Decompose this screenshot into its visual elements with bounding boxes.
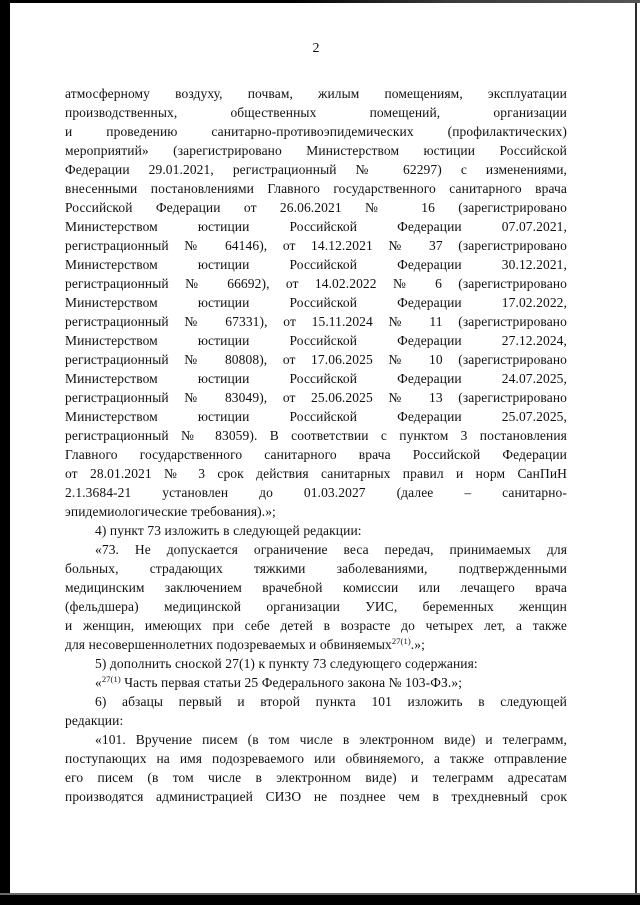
line-text: Министерством юстиции Российской Федерации 17.02.2022,: [65, 295, 567, 310]
document-text: [65, 84, 567, 806]
line-text: производятся администрацией СИЗО не позднее чем в трехдневный срок: [65, 789, 567, 804]
line-text: регистрационный № 83059). В соответствии с пунктом 3 постановления: [65, 428, 567, 443]
line-text: регистрационный № 83049), от 25.06.2025 № 13 (зарегистрировано: [65, 390, 567, 405]
document-line: [65, 274, 567, 293]
document-line: [65, 464, 567, 483]
document-line: [65, 597, 567, 616]
line-text: Министерством юстиции Российской Федерации 27.12.2024,: [65, 333, 567, 348]
line-text: медицинским заключением врачебной комиссии или лечащего врача: [65, 580, 567, 595]
line-text: «101. Вручение писем (в том числе в электронном виде) и телеграмм,: [95, 732, 567, 747]
document-line: [65, 483, 567, 502]
document-line: [65, 502, 567, 521]
line-text: Министерством юстиции Российской Федерации 24.07.2025,: [65, 371, 567, 386]
line-text: для несовершеннолетних подозреваемых и обвиняемых: [65, 637, 392, 652]
scan-border-left: [0, 0, 10, 905]
document-line: [65, 635, 567, 654]
line-text: Министерством юстиции Российской Федерации 25.07.2025,: [65, 409, 567, 424]
document-line: [65, 616, 567, 635]
document-line: [65, 331, 567, 350]
document-line: [65, 388, 567, 407]
line-text: регистрационный № 66692), от 14.02.2022 № 6 (зарегистрировано: [65, 276, 567, 291]
line-text: от 28.01.2021 № 3 срок действия санитарных правил и норм СанПиН: [65, 466, 567, 481]
line-text: 6) абзацы первый и второй пункта 101 изложить в следующей: [95, 694, 567, 709]
document-line: [65, 540, 567, 559]
document-line: [65, 198, 567, 217]
document-line: [65, 122, 567, 141]
line-text: Министерством юстиции Российской Федерации 30.12.2021,: [65, 257, 567, 272]
line-text: «: [95, 675, 102, 690]
document-line: [65, 578, 567, 597]
line-text: поступающих на имя подозреваемого или обвиняемого, а также отправление: [65, 751, 567, 766]
scan-border-top: [0, 0, 640, 3]
line-text: мероприятий» (зарегистрировано Министерством юстиции Российской: [65, 143, 567, 158]
document-line: [65, 160, 567, 179]
page-number: 2: [312, 41, 320, 56]
document-line: [65, 445, 567, 464]
line-text: .»;: [410, 637, 425, 652]
document-line: [65, 673, 567, 692]
document-line: [65, 711, 567, 730]
document-line: [65, 692, 567, 711]
line-text: 4) пункт 73 изложить в следующей редакции:: [95, 523, 362, 538]
document-line: [65, 426, 567, 445]
line-text: больных, страдающих тяжкими заболеваниями, подтвержденными: [65, 561, 567, 576]
line-text: внесенными постановлениями Главного государственного санитарного врача: [65, 181, 567, 196]
line-text: эпидемиологические требования).»;: [65, 504, 276, 519]
line-text: Часть первая статьи 25 Федерального закона № 103-ФЗ.»;: [120, 675, 463, 690]
document-line: [65, 217, 567, 236]
line-text: регистрационный № 80808), от 17.06.2025 № 10 (зарегистрировано: [65, 352, 567, 367]
line-text: и женщин, имеющих при себе детей в возрасте до четырех лет, а также: [65, 618, 567, 633]
document-line: [65, 312, 567, 331]
document-line: [65, 768, 567, 787]
footnote-ref: 27(1): [391, 636, 411, 646]
document-line: [65, 407, 567, 426]
document-line: [65, 787, 567, 806]
document-line: [65, 749, 567, 768]
scan-border-right: [635, 3, 637, 895]
document-line: [65, 141, 567, 160]
line-text: Главного государственного санитарного врача Российской Федерации: [65, 447, 567, 462]
document-line: [65, 350, 567, 369]
line-text: его писем (в том числе в электронном виде) и телеграмм адресатам: [65, 770, 567, 785]
scan-border-bottom: [0, 893, 640, 905]
line-text: атмосферному воздуху, почвам, жилым помещениям, эксплуатации: [65, 86, 567, 101]
line-text: 5) дополнить сноской 27(1) к пункту 73 следующего содержания:: [95, 656, 478, 671]
footnote-ref: 27(1): [101, 674, 121, 684]
line-text: редакции:: [65, 713, 124, 728]
document-line: [65, 255, 567, 274]
document-line: [65, 559, 567, 578]
document-line: [65, 521, 567, 540]
line-text: производственных, общественных помещений, организации: [65, 105, 567, 120]
document-line: [65, 103, 567, 122]
line-text: Российской Федерации от 26.06.2021 № 16 (зарегистрировано: [65, 200, 567, 215]
document-line: [65, 179, 567, 198]
line-text: Министерством юстиции Российской Федерации 07.07.2021,: [65, 219, 567, 234]
document-line: [65, 654, 567, 673]
line-text: «73. Не допускается ограничение веса передач, принимаемых для: [95, 542, 567, 557]
document-line: [65, 84, 567, 103]
document-line: [65, 730, 567, 749]
line-text: Федерации 29.01.2021, регистрационный № 62297) с изменениями,: [65, 162, 567, 177]
document-lines: [65, 84, 567, 806]
line-text: регистрационный № 67331), от 15.11.2024 № 11 (зарегистрировано: [65, 314, 567, 329]
line-text: и проведению санитарно-противоэпидемических (профилактических): [65, 124, 567, 139]
line-text: (фельдшера) медицинской организации УИС, беременных женщин: [65, 599, 567, 614]
document-line: [65, 369, 567, 388]
line-text: регистрационный № 64146), от 14.12.2021 № 37 (зарегистрировано: [65, 238, 567, 253]
line-text: 2.1.3684-21 установлен до 01.03.2027 (далее – санитарно-: [65, 485, 567, 500]
document-line: [65, 293, 567, 312]
document-line: [65, 236, 567, 255]
